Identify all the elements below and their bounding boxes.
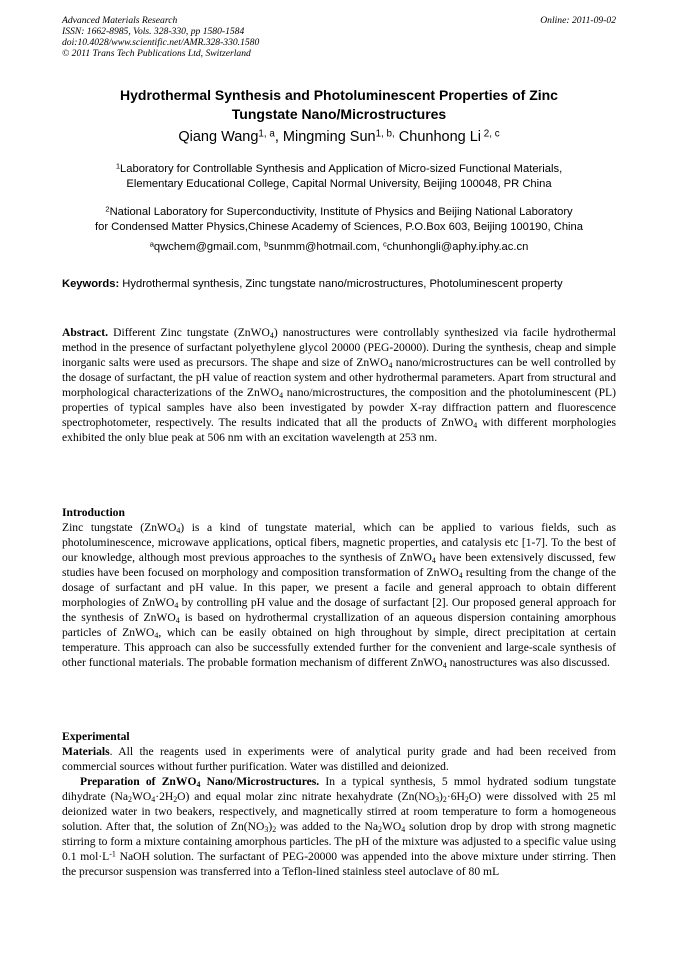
doi-line: doi:10.4028/www.scientific.net/AMR.328-330.1580 — [62, 37, 260, 48]
author-affiliation-mark: 1, b, — [375, 128, 395, 140]
body-text: was added to the Na — [276, 820, 379, 833]
experimental-heading: Experimental — [62, 730, 130, 743]
abstract — [62, 325, 616, 445]
abstract-text: nano/microstructures, the composition and the photoluminescent (PL) properties of typical samples have also been investigated by powder X-ray diffraction pattern and fluorescence spectrophotometer, respectively. The results indicated that all the products of ZnWO — [62, 386, 616, 429]
issn-line: ISSN: 1662-8985, Vols. 328-330, pp 1580-1584 — [62, 26, 245, 37]
body-text: by controlling pH value and the dosage of surfactant [2]. Our proposed general approach for the synthesis of ZnWO — [62, 596, 616, 624]
subscript: 4 — [154, 630, 159, 640]
author-separator: , — [274, 129, 283, 145]
email-address: sunmm@hotmail.com, — [268, 241, 383, 253]
author-name: Mingming Sun — [282, 129, 376, 145]
subscript: 2 — [173, 794, 178, 804]
keywords — [62, 277, 616, 291]
body-text: ·2H — [155, 790, 174, 803]
subscript: 3 — [435, 794, 440, 804]
introduction-section — [62, 505, 616, 670]
preparation-label-text: Nano/Microstructures. — [200, 775, 320, 788]
author-name: Chunhong Li — [398, 129, 482, 145]
affiliation-2 — [62, 205, 616, 235]
subscript: 4 — [442, 660, 447, 670]
abstract-text: ) nanostructures were controllably synthesized via facile hydrothermal method in the presence of surfactant polyethylene glycol 20000 (PEG-20000). During the synthesis, cheap and simple inorganic salts were used as precursors. The shape and size of ZnWO — [62, 326, 616, 369]
subscript: 4 — [473, 420, 478, 430]
preparation-label-text: Preparation of ZnWO — [80, 775, 197, 788]
subscript: 2 — [442, 794, 447, 804]
author-list — [62, 128, 616, 146]
subscript: 2 — [378, 824, 382, 834]
abstract-text: nano/microstructures can be well controlled by the dosage of surfactant, the pH value of reaction system and other hydrothermal parameters. Apart from structural and morphological characterizations of the ZnWO — [62, 356, 616, 399]
abstract-text: Different Zinc tungstate (ZnWO — [108, 326, 270, 339]
experimental-section — [62, 729, 616, 879]
subscript: 4 — [196, 779, 201, 789]
email-mark: a — [149, 239, 154, 249]
journal-name: Advanced Materials Research — [62, 15, 178, 26]
body-text: have been extensively discussed, few studies have been focused on morphology and composition transformation of ZnWO — [62, 551, 617, 579]
subscript: 4 — [269, 330, 274, 340]
body-text: is based on hydrothermal crystallization of an aqueous dispersion containing amorphous particles of ZnWO — [62, 611, 616, 639]
online-date: Online: 2011-09-02 — [540, 15, 616, 26]
subscript: 4 — [401, 824, 406, 834]
subscript: 4 — [458, 570, 463, 580]
subscript: 4 — [174, 600, 179, 610]
paper-title — [62, 86, 616, 124]
body-text: nanostructures was also discussed. — [446, 656, 610, 669]
affiliation-text: Elementary Educational College, Capital Normal University, Beijing 100048, PR China — [126, 178, 552, 190]
email-address: chunhongli@aphy.iphy.ac.cn — [386, 241, 529, 253]
keywords-label: Keywords: — [62, 278, 120, 290]
affiliation-text: Laboratory for Controllable Synthesis and Application of Micro-sized Functional Materials, — [120, 163, 563, 175]
affiliation-1 — [62, 162, 616, 192]
body-text: NaOH solution. The surfactant of PEG-20000 was appended into the above mixture under stirring. Then the precursor suspension was transferred into a Teflon-lined stainless steel autoclave of 80 mL — [62, 850, 616, 878]
affiliation-number: 2 — [105, 204, 110, 214]
body-text: O) and equal molar zinc nitrate hexahydrate (Zn(NO — [177, 790, 436, 803]
affiliation-number: 1 — [115, 161, 121, 171]
subscript: 3 — [264, 824, 269, 834]
subscript: 2 — [128, 794, 132, 804]
affiliation-text: for Condensed Matter Physics,Chinese Academy of Sciences, P.O.Box 603, Beijing 100190, China — [95, 221, 583, 233]
subscript: 4 — [279, 390, 284, 400]
subscript: 2 — [272, 824, 277, 834]
author-name: Qiang Wang — [178, 129, 259, 145]
copyright-line: © 2011 Trans Tech Publications Ltd, Switzerland — [62, 48, 251, 59]
journal-header — [62, 15, 616, 59]
introduction-heading: Introduction — [62, 506, 125, 519]
subscript: 4 — [175, 615, 180, 625]
body-text: WO — [381, 820, 402, 833]
subscript: 4 — [431, 555, 436, 565]
preparation-label — [80, 775, 319, 788]
body-text: WO — [131, 790, 152, 803]
subscript: 4 — [388, 360, 393, 370]
introduction-paragraph — [62, 520, 616, 670]
materials-paragraph — [62, 744, 616, 774]
title-line-1: Hydrothermal Synthesis and Photoluminescent Properties of Zinc — [120, 87, 558, 103]
body-text: resulting from the change of the dosage of surfactant and pH value. In this paper, we present a facile and general approach to obtain different morphologies of ZnWO — [62, 566, 616, 609]
materials-label: Materials — [62, 745, 110, 758]
affiliation-text: National Laboratory for Superconductivity, Institute of Physics and Beijing National Laboratory — [109, 206, 573, 218]
title-line-2: Tungstate Nano/Microstructures — [231, 106, 447, 122]
body-text: ) is a kind of tungstate material, which can be applied to various fields, such as photoluminescence, microwave applications, optical fibers, magnetic properties, and catalysis etc [1-7]. To the best of our knowledge, although most previous approaches to the synthesis of ZnWO — [62, 521, 616, 564]
body-text: O) were dissolved with 25 ml deionized water in two beakers, respectively, and magnetically stirred at room temperature to form a homogeneous solution. After that, the solution of Zn(NO — [62, 790, 616, 833]
author-affiliation-mark: 2, c — [481, 128, 500, 140]
email-mark: c — [382, 239, 387, 249]
abstract-label: Abstract. — [62, 326, 109, 339]
keywords-text: Hydrothermal synthesis, Zinc tungstate nano/microstructures, Photoluminescent property — [119, 278, 563, 290]
subscript: 2 — [464, 794, 469, 804]
email-mark: b — [264, 239, 269, 249]
subscript: 4 — [176, 525, 181, 535]
body-text: ) — [268, 820, 273, 833]
body-text: . All the reagents used in experiments were of analytical purity grade and had been received from commercial sources without further purification. Water was distilled and deionized. — [62, 745, 616, 773]
body-text: solution drop by drop with strong magnetic stirring to form a mixture containing amorphous particles. The pH of the mixture was adjusted to a specific value using 0.1 mol·L — [62, 820, 617, 863]
email-address: qwchem@gmail.com, — [153, 241, 265, 253]
superscript: -1 — [109, 849, 116, 859]
abstract-text: with different morphologies exhibited the only blue peak at 506 nm with an excitation wavelength at 253 nm. — [62, 416, 616, 444]
body-text: In a typical synthesis, 5 mmol hydrated sodium tungstate dihydrate (Na — [62, 775, 617, 803]
author-affiliation-mark: 1, a — [258, 128, 275, 140]
body-text: ·6H — [446, 790, 465, 803]
subscript: 4 — [151, 794, 156, 804]
preparation-paragraph — [62, 774, 616, 879]
body-text: ) — [439, 790, 443, 803]
email-list — [62, 240, 616, 255]
body-text: Zinc tungstate (ZnWO — [62, 521, 177, 534]
body-text: , which can be easily obtained on high throughout by simple, direct precipitation at certain temperature. This approach can also be successfully extended further for the convenient and large-scale synthesis of other functional materials. The probable formation mechanism of different ZnWO — [62, 626, 617, 669]
